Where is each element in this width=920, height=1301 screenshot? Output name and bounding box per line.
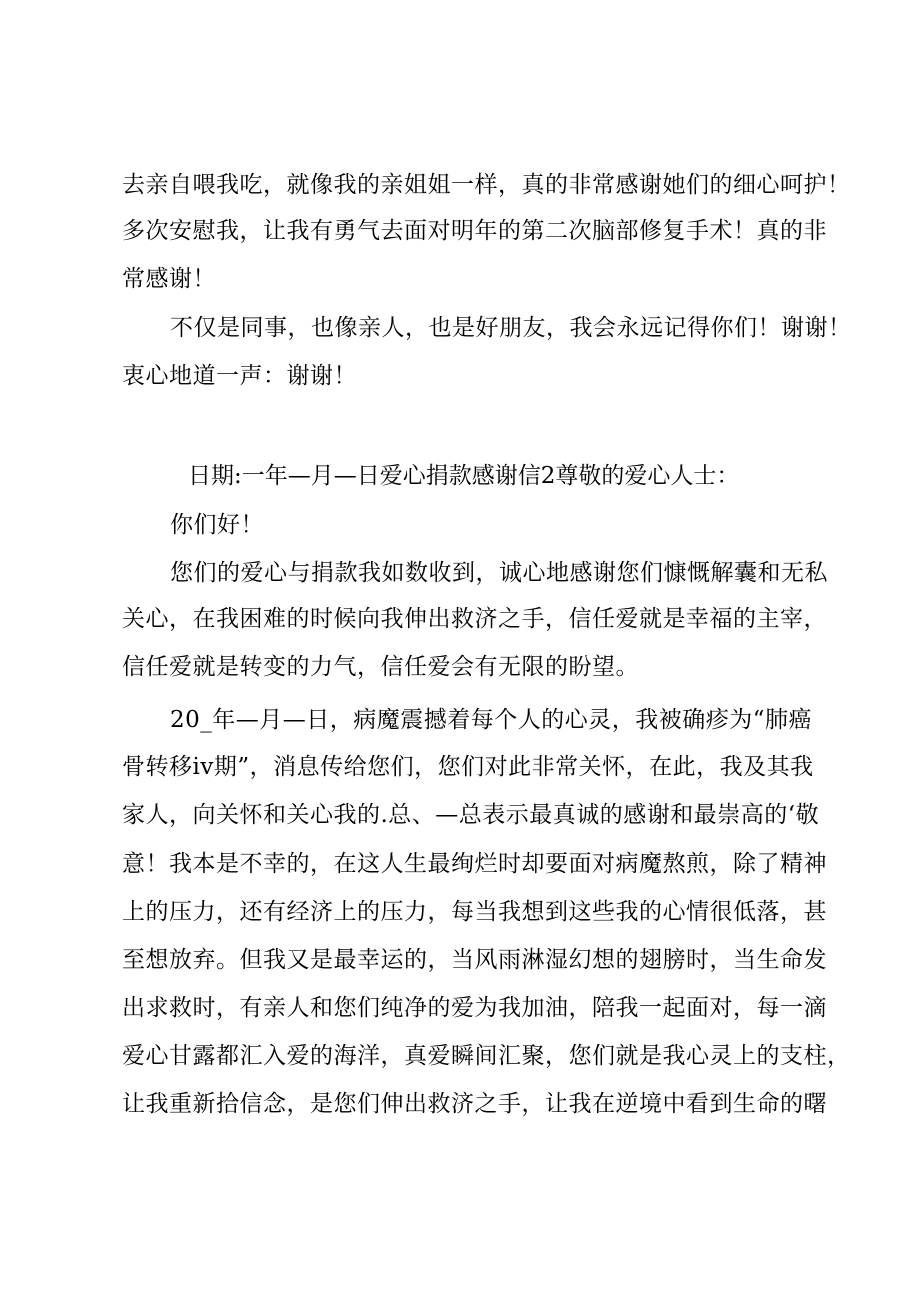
paragraph-3-line-3: 信任爱就是转变的力气，信任爱会有无限的盼望。 [122, 654, 639, 680]
paragraph-4-line-4: 意！我本是不幸的，在这人生最绚烂时却要面对病魔熬煎，除了精神 [122, 851, 827, 877]
paragraph-4-line-3: 家人，向关怀和关心我的.总、—总表示最真诚的感谢和最崇高的‘敬 [122, 802, 820, 828]
paragraph-1-line-2: 多次安慰我，让我有勇气去面对明年的第二次脑部修复手术！真的非 [122, 218, 827, 244]
paragraph-4-line-1: 20_年—月—日，病魔震撼着每个人的心灵，我被确疹为“肺癌 [170, 707, 813, 733]
greeting: 你们好！ [170, 512, 264, 538]
paragraph-4-line-2: 骨转移iv期”，消息传给您们，您们对此非常关怀，在此，我及其我 [122, 754, 814, 780]
paragraph-4-line-5: 上的压力，还有经济上的压力，每当我想到这些我的心情很低落，甚 [122, 899, 827, 925]
paragraph-3-line-2: 关心，在我困难的时候向我伸出救济之手，信任爱就是幸福的主宰， [122, 606, 827, 632]
paragraph-2-line-1: 不仅是同事，也像亲人，也是好朋友，我会永远记得你们！谢谢！ [170, 315, 852, 341]
paragraph-4-line-7: 出求救时，有亲人和您们纯净的爱为我加油，陪我一起面对，每一滴 [122, 995, 827, 1021]
paragraph-3-line-1: 您们的爱心与捐款我如数收到，诚心地感谢您们慷慨解囊和无私 [170, 560, 828, 586]
date-heading: 日期:一年—月—日爱心捐款感谢信2尊敬的爱心人士： [188, 463, 740, 489]
paragraph-4-line-6: 至想放弃。但我又是最幸运的，当风雨淋湿幻想的翅膀时，当生命发 [122, 947, 827, 973]
paragraph-2-line-2: 衷心地道一声：谢谢！ [122, 363, 357, 389]
paragraph-1-line-3: 常感谢！ [122, 266, 216, 292]
paragraph-1-line-1: 去亲自喂我吃，就像我的亲姐姐一样，真的非常感谢她们的细心呵护！ [122, 172, 851, 198]
paragraph-4-line-8: 爱心甘露都汇入爱的海洋，真爱瞬间汇聚，您们就是我心灵上的支柱， [122, 1043, 851, 1069]
paragraph-4-line-9: 让我重新拾信念，是您们伸出救济之手，让我在逆境中看到生命的曙 [122, 1091, 827, 1117]
